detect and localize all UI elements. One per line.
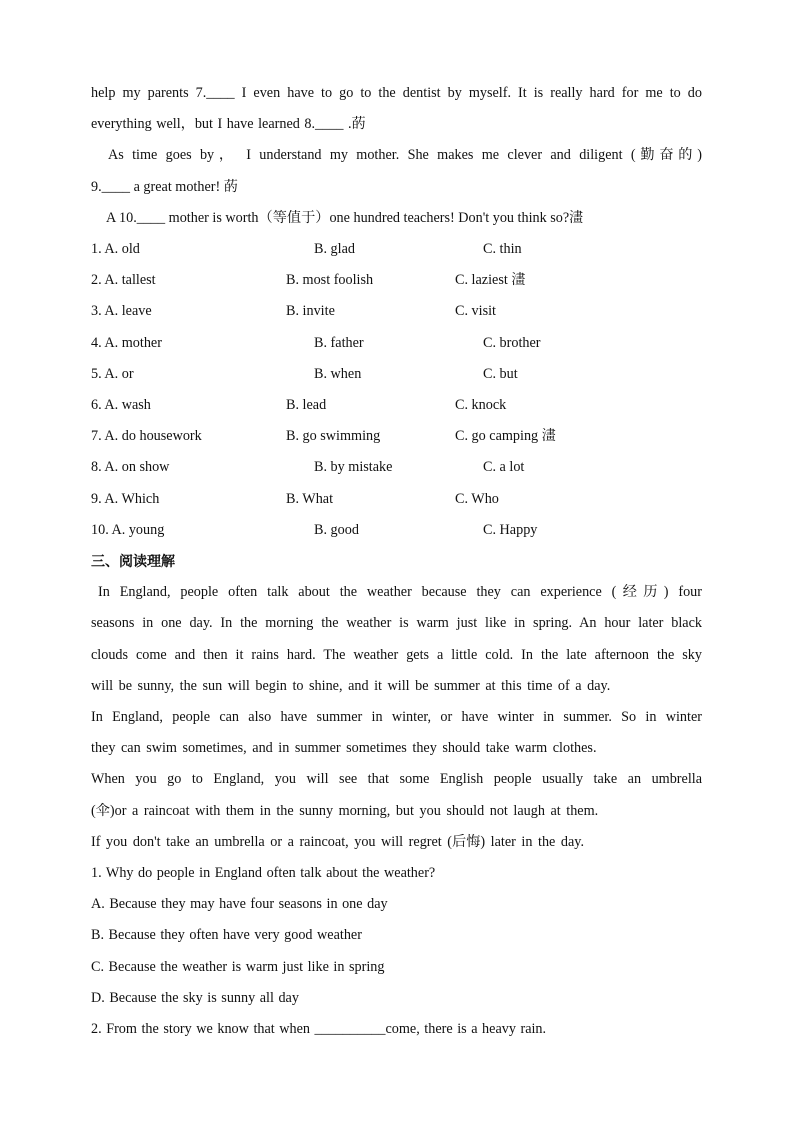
option-1-b: B. glad: [314, 241, 355, 257]
option-8-c: C. a lot: [483, 459, 525, 475]
question-1-choice-b: B. Because they often have very good weather: [91, 927, 362, 943]
option-5-a: 5. A. or: [91, 366, 134, 382]
option-10-b: B. good: [314, 522, 359, 538]
passage-line-4: 9.____ a great mother! 菂: [91, 179, 238, 195]
option-2-a: 2. A. tallest: [91, 272, 156, 288]
question-1: 1. Why do people in England often talk about the weather?: [91, 865, 436, 881]
option-10-a: 10. A. young: [91, 522, 165, 538]
option-9-a: 9. A. Which: [91, 491, 160, 507]
reading-line-2: seasons in one day. In the morning the weather is warm just like in spring. An hour later black: [91, 615, 702, 631]
option-7-b: B. go swimming: [286, 428, 381, 444]
reading-line-4: will be sunny, the sun will begin to shine, and it will be summer at this time of a day.: [91, 678, 611, 694]
passage-line-2: everything well，but I have learned 8.____ .菂: [91, 116, 366, 132]
option-1-a: 1. A. old: [91, 241, 140, 257]
question-1-choice-a: A. Because they may have four seasons in one day: [91, 896, 388, 912]
option-4-a: 4. A. mother: [91, 335, 162, 351]
section-heading: 三、阅读理解: [91, 554, 175, 570]
passage-line-1: help my parents 7.____ I even have to go to the dentist by myself. It is really hard for me to do: [91, 85, 702, 101]
question-1-choice-c: C. Because the weather is warm just like in spring: [91, 959, 385, 975]
question-2: 2. From the story we know that when __________come, there is a heavy rain.: [91, 1021, 547, 1037]
option-2-b: B. most foolish: [286, 272, 374, 288]
option-7-a: 7. A. do housework: [91, 428, 202, 444]
option-7-c: C. go camping 澅: [455, 428, 556, 444]
option-8-b: B. by mistake: [314, 459, 393, 475]
option-6-a: 6. A. wash: [91, 397, 151, 413]
passage-line-5: A 10.____ mother is worth（等值于）one hundred teachers! Don't you think so?澅: [106, 210, 584, 226]
option-3-b: B. invite: [286, 303, 335, 319]
reading-line-7: When you go to England, you will see that some English people usually take an umbrella: [91, 771, 702, 787]
passage-line-3: As time goes by， I understand my mother. She makes me clever and diligent (勤奋的): [108, 147, 702, 163]
option-1-c: C. thin: [483, 241, 522, 257]
option-3-c: C. visit: [455, 303, 496, 319]
question-1-choice-d: D. Because the sky is sunny all day: [91, 990, 299, 1006]
reading-line-6: they can swim sometimes, and in summer sometimes they should take warm clothes.: [91, 740, 597, 756]
option-4-b: B. father: [314, 335, 364, 351]
option-10-c: C. Happy: [483, 522, 538, 538]
option-3-a: 3. A. leave: [91, 303, 152, 319]
option-8-a: 8. A. on show: [91, 459, 170, 475]
option-9-b: B. What: [286, 491, 334, 507]
reading-line-8: (伞)or a raincoat with them in the sunny morning, but you should not laugh at them.: [91, 803, 599, 819]
reading-line-9: If you don't take an umbrella or a raincoat, you will regret (后悔) later in the day.: [91, 834, 584, 850]
option-2-c: C. laziest 澅: [455, 272, 526, 288]
option-6-c: C. knock: [455, 397, 507, 413]
option-5-b: B. when: [314, 366, 362, 382]
option-5-c: C. but: [483, 366, 518, 382]
reading-line-3: clouds come and then it rains hard. The weather gets a little cold. In the late afternoon the sky: [91, 647, 702, 663]
reading-line-1: In England, people often talk about the weather because they can experience (经历) four: [98, 584, 702, 600]
option-6-b: B. lead: [286, 397, 327, 413]
reading-line-5: In England, people can also have summer in winter, or have winter in summer. So in winter: [91, 709, 702, 725]
option-4-c: C. brother: [483, 335, 541, 351]
option-9-c: C. Who: [455, 491, 499, 507]
